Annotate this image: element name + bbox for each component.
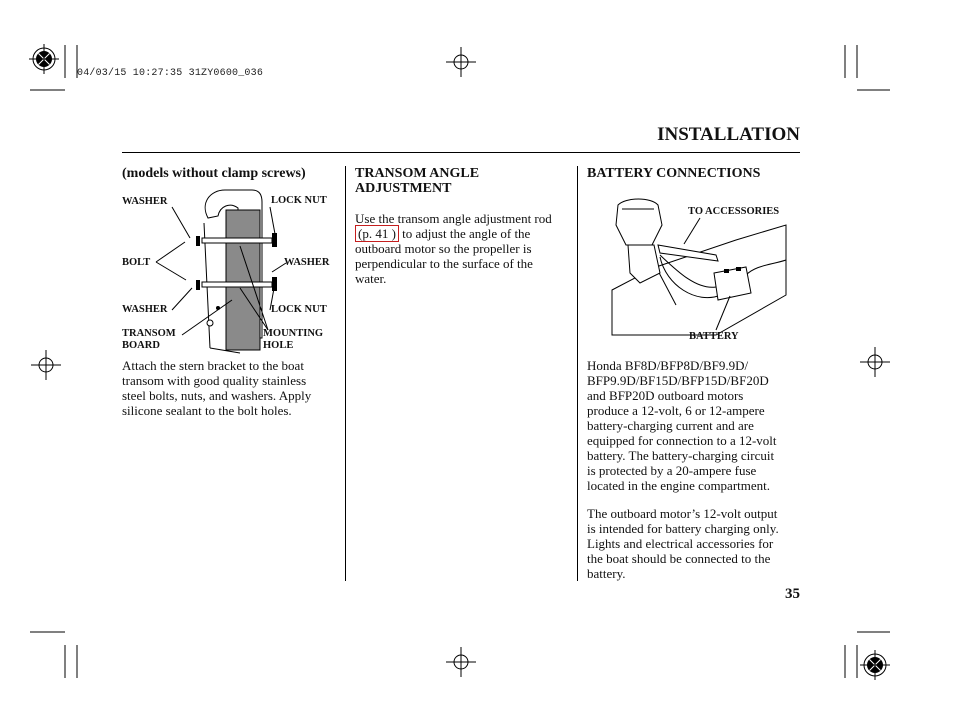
right-column-para1 [587, 358, 802, 493]
label-mounting-line1: MOUNTING [263, 328, 324, 339]
left-body-line: steel bolts, nuts, and washers. Apply [122, 388, 312, 403]
right-para1-line: battery. The battery-charging circuit [587, 448, 775, 463]
right-para1-line: Honda BF8D/BFP8D/BF9.9D/ [587, 358, 749, 373]
middle-heading-line2: ADJUSTMENT [355, 181, 452, 196]
left-body-line: silicone sealant to the bolt holes. [122, 403, 292, 418]
label-transom-line1: TRANSOM [122, 328, 176, 339]
right-para2-line: The outboard motor’s 12-volt output [587, 506, 778, 521]
right-para2-line: battery. [587, 566, 626, 581]
label-washer-top: WASHER [122, 196, 168, 207]
right-para1-line: and BFP20D outboard motors [587, 388, 744, 403]
page-reference-link[interactable]: (p. 41 ) [355, 225, 399, 242]
left-column-heading: (models without clamp screws) [122, 166, 306, 181]
middle-body-line: outboard motor so the propeller is [355, 241, 532, 256]
right-para1-line: produce a 12-volt, 6 or 12-ampere [587, 403, 765, 418]
middle-heading-line1: TRANSOM ANGLE [355, 166, 480, 181]
left-body-line: transom with good quality stainless [122, 373, 307, 388]
section-title: INSTALLATION [657, 124, 800, 145]
left-body-line: Attach the stern bracket to the boat [122, 358, 304, 373]
right-column-heading: BATTERY CONNECTIONS [587, 166, 761, 181]
right-para1-line: BFP9.9D/BF15D/BFP15D/BF20D [587, 373, 769, 388]
label-bolt: BOLT [122, 257, 151, 268]
middle-body-line: perpendicular to the surface of the [355, 256, 533, 271]
middle-body-line2-rest: to adjust the angle of the [402, 226, 531, 241]
label-lock-nut-top: LOCK NUT [271, 195, 327, 206]
print-stamp: 04/03/15 10:27:35 31ZY0600_036 [77, 68, 264, 79]
right-para1-line: is protected by a 20-ampere fuse [587, 463, 757, 478]
right-para1-line: battery-charging current and are [587, 418, 754, 433]
right-para2-line: is intended for battery charging only. [587, 521, 779, 536]
label-transom-line2: BOARD [122, 340, 160, 351]
label-lock-nut-bottom: LOCK NUT [271, 304, 327, 315]
label-to-accessories: TO ACCESSORIES [688, 206, 780, 217]
page-number: 35 [785, 586, 800, 602]
right-para1-line: equipped for connection to a 12-volt [587, 433, 777, 448]
right-para2-line: the boat should be connected to the [587, 551, 771, 566]
middle-body-line: water. [355, 271, 387, 286]
label-mounting-line2: HOLE [263, 340, 294, 351]
right-para2-line: Lights and electrical accessories for [587, 536, 774, 551]
label-washer-bottom: WASHER [122, 304, 168, 315]
middle-body-line: Use the transom angle adjustment rod [355, 211, 552, 226]
right-para1-line: located in the engine compartment. [587, 478, 771, 493]
label-battery: BATTERY [689, 331, 739, 342]
label-washer-right: WASHER [284, 257, 330, 268]
right-column-para2 [587, 506, 802, 581]
